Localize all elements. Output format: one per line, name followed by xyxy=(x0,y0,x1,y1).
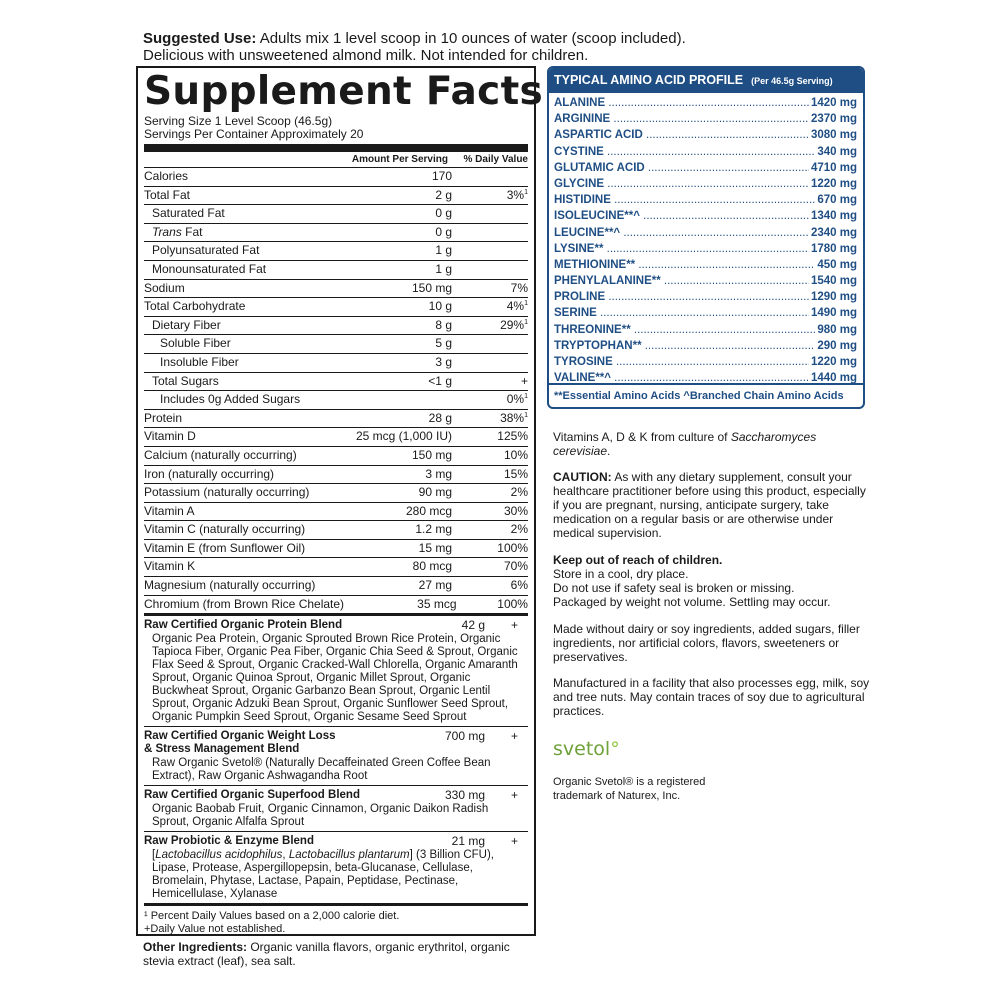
amino-name: HISTIDINE ..... xyxy=(554,192,815,208)
nutrient-row xyxy=(144,187,528,206)
amino-row xyxy=(554,241,857,257)
amino-title: TYPICAL AMINO ACID PROFILE xyxy=(554,73,744,87)
nutrient-row xyxy=(144,205,528,224)
suggested-use xyxy=(143,30,843,64)
nutrient-dv xyxy=(456,205,528,223)
nutrient-dv xyxy=(456,261,528,279)
nutrient-row xyxy=(144,428,528,447)
amino-value: 1290 mg xyxy=(810,291,857,304)
nutrient-name: Trans Fat xyxy=(152,224,203,239)
nutrient-dv-value: 4% xyxy=(506,299,525,314)
nutrient-name: Vitamin C (naturally occurring) xyxy=(144,522,306,537)
nutrient-dv-value: 100% xyxy=(497,596,528,611)
nutrient-row xyxy=(144,168,528,187)
nutrient-row xyxy=(144,484,528,503)
blend-table xyxy=(144,616,528,903)
nutrient-row xyxy=(144,298,528,317)
nutrient-dv xyxy=(456,391,528,409)
facts-column-header xyxy=(144,152,528,168)
nutrient-amount: 0 g xyxy=(435,224,452,239)
amino-row xyxy=(554,338,857,354)
nutrient-name: Vitamin D xyxy=(144,429,196,444)
vitamins-note-text: Vitamins A, D & K from culture of xyxy=(553,430,731,444)
nutrient-amount: 1 g xyxy=(435,261,452,276)
nutrient-dv xyxy=(456,187,528,205)
nutrient-row xyxy=(144,503,528,522)
caution-note xyxy=(553,470,873,540)
amino-row xyxy=(554,305,857,321)
footnote-marker: 1 xyxy=(524,318,528,326)
nutrient-name: Insoluble Fiber xyxy=(160,354,239,369)
nutrient-dv xyxy=(456,540,528,558)
nutrient-name: Calories xyxy=(144,169,189,183)
vitamins-note xyxy=(553,430,873,458)
nutrient-dv-value: 3% xyxy=(506,187,525,202)
probiotic-species: Lactobacillus plantarum xyxy=(288,849,410,862)
other-ingredients xyxy=(143,940,533,968)
footnote-not-established: +Daily Value not established. xyxy=(144,923,286,936)
svetol-logo xyxy=(553,738,620,760)
nutrient-dv-value: 70% xyxy=(503,559,528,574)
caution-text: As with any dietary supplement, consult your healthcare practitioner before using this product, especially if you are pregnant, nursing, anticipate surgery, take medication on a regular basis or are otherwise under medical supervision. xyxy=(553,470,866,540)
nutrient-amount: 2 g xyxy=(435,187,452,202)
nutrient-dv xyxy=(456,335,528,353)
amino-acid-profile-panel xyxy=(547,66,865,409)
nutrient-amount: 35 mcg xyxy=(417,596,457,611)
blend-name: Raw Certified Organic Protein Blend xyxy=(144,619,343,632)
amino-value: 1440 mg xyxy=(810,372,857,385)
nutrient-row xyxy=(144,540,528,559)
nutrient-amount xyxy=(332,391,456,409)
nutrient-amount: 15 mg xyxy=(418,540,452,555)
amino-row xyxy=(554,127,857,143)
nutrient-dv xyxy=(456,242,528,260)
nutrient-name: Saturated Fat xyxy=(152,206,225,221)
nutrient-name: Polyunsaturated Fat xyxy=(152,243,260,258)
blend-dv: + xyxy=(510,729,518,744)
nutrient-name: Monounsaturated Fat xyxy=(152,261,267,276)
blend-dv: + xyxy=(510,788,518,803)
nutrient-name: Dietary Fiber xyxy=(152,317,221,332)
amino-name: CYSTINE ..... xyxy=(554,144,815,160)
nutrient-amount: 80 mcg xyxy=(412,559,452,574)
probiotic-species: Lactobacillus acidophilus xyxy=(155,849,283,862)
blend-ingredients: Organic Pea Protein, Organic Sprouted Brown Rice Protein, Organic Tapioca Fiber, Organic Pea Fiber, Organic Chia Seed & Sprout, Organic Flax Seed & Sprout, Organic Cracked-Wall Chlorella, Organic Amaranth Sprout, Organic Quinoa Sprout, Organic Millet Sprout, Organic Buckwheat Sprout, Organic Garbanzo Bean Sprout, Organic Lentil Sprout, Organic Adzuki Bean Sprout, Organic Sunflower Seed Sprout, Organic Pumpkin Seed Sprout, Organic Sesame Seed Sprout xyxy=(144,633,528,727)
nutrient-dv-value: 30% xyxy=(503,503,528,518)
nutrient-row xyxy=(144,596,528,614)
blend-ingredients: Raw Organic Svetol® (Naturally Decaffeinated Green Coffee Bean Extract), Raw Organic Ashwagandha Root xyxy=(144,757,528,786)
nutrient-amount: 27 mg xyxy=(418,578,452,593)
nutrient-name: Vitamin K xyxy=(144,559,196,574)
nutrient-amount: 25 mcg (1,000 IU) xyxy=(355,429,452,444)
amino-per-serving: (Per 46.5g Serving) xyxy=(751,76,833,86)
caution-label: CAUTION: xyxy=(553,470,612,484)
amino-row xyxy=(554,257,857,273)
nutrient-table xyxy=(144,168,528,613)
amino-value: 4710 mg xyxy=(810,161,857,174)
blend-name: Raw Certified Organic Superfood Blend xyxy=(144,789,360,802)
amino-name: METHIONINE** ..... xyxy=(554,257,815,273)
nutrient-dv xyxy=(456,373,528,391)
nutrient-name: Soluble Fiber xyxy=(160,336,231,351)
nutrient-dv-value: 29% xyxy=(500,317,525,332)
amino-name: VALINE**^ ..... xyxy=(554,370,809,386)
amino-value: 2370 mg xyxy=(810,113,857,126)
nutrient-row xyxy=(144,410,528,429)
serving-size: Serving Size 1 Level Scoop (46.5g) xyxy=(144,114,333,128)
nutrient-dv-value: 10% xyxy=(503,447,528,462)
amino-name: ARGININE ..... xyxy=(554,111,809,127)
footnote-marker: 1 xyxy=(524,300,528,308)
vitamins-note-end: . xyxy=(607,444,611,458)
nutrient-dv xyxy=(456,521,528,539)
nutrient-amount: 5 g xyxy=(435,336,452,351)
facility-note: Manufactured in a facility that also processes egg, milk, soy and tree nuts. May contain traces of soy due to agricultural practices. xyxy=(553,676,870,718)
footnote-dv: ¹ Percent Daily Values based on a 2,000 calorie diet. xyxy=(144,910,400,923)
nutrient-dv xyxy=(456,354,528,372)
other-ingredients-label: Other Ingredients: xyxy=(143,940,248,954)
amino-row xyxy=(554,111,857,127)
nutrient-amount: 28 g xyxy=(428,410,452,425)
nutrient-name: Total Carbohydrate xyxy=(144,299,246,314)
amino-value: 1220 mg xyxy=(810,177,857,190)
amino-name: PROLINE ..... xyxy=(554,289,809,305)
nutrient-name: Magnesium (naturally occurring) xyxy=(144,578,316,593)
amino-name: ALANINE ..... xyxy=(554,95,809,111)
nutrient-dv xyxy=(461,596,528,614)
amino-value: 1780 mg xyxy=(810,242,857,255)
amino-value: 980 mg xyxy=(817,323,857,336)
blend-dv: + xyxy=(510,618,518,633)
amino-row xyxy=(554,160,857,176)
nutrient-row xyxy=(144,373,528,392)
amino-name: ASPARTIC ACID ..... xyxy=(554,127,809,143)
nutrient-amount: 170 xyxy=(431,169,452,183)
nutrient-dv xyxy=(456,466,528,484)
nutrient-row xyxy=(144,224,528,243)
nutrient-row xyxy=(144,261,528,280)
nutrient-row xyxy=(144,354,528,373)
nutrient-dv-value: 15% xyxy=(503,466,528,481)
nutrient-name: Vitamin A xyxy=(144,503,195,518)
nutrient-row xyxy=(144,521,528,540)
nutrient-row xyxy=(144,447,528,466)
amino-name: TYROSINE ..... xyxy=(554,354,809,370)
svetol-logo-mark: ° xyxy=(610,738,620,760)
nutrient-dv-value: + xyxy=(520,373,528,388)
nutrient-dv-value: 0% xyxy=(506,392,525,407)
nutrient-name: Total Fat xyxy=(144,187,191,202)
amino-row xyxy=(554,354,857,370)
divider-thick xyxy=(144,144,528,152)
nutrient-amount: 150 mg xyxy=(411,447,452,462)
nutrient-dv-value: 7% xyxy=(510,280,528,295)
blend-dv: + xyxy=(510,834,518,849)
nutrient-amount: 1.2 mg xyxy=(415,522,452,537)
amino-list xyxy=(549,93,863,386)
blend-amount: 42 g xyxy=(461,618,485,633)
seal-note: Do not use if safety seal is broken or missing. xyxy=(553,581,795,595)
nutrient-dv-value: 6% xyxy=(510,578,528,593)
blend-name: Raw Probiotic & Enzyme Blend xyxy=(144,835,314,848)
packaged-note: Packaged by weight not volume. Settling may occur. xyxy=(553,595,831,609)
amino-name: LEUCINE**^ ..... xyxy=(554,225,809,241)
footnote-marker: 1 xyxy=(524,393,528,401)
footnote-marker: 1 xyxy=(524,411,528,419)
nutrient-amount: 10 g xyxy=(428,299,452,314)
amount-per-serving-header: Amount Per Serving xyxy=(351,154,448,165)
nutrient-name: Protein xyxy=(144,410,183,425)
nutrient-dv xyxy=(456,428,528,446)
nutrient-row xyxy=(144,577,528,596)
nutrient-dv xyxy=(456,484,528,502)
blend-amount: 21 mg xyxy=(451,834,485,849)
blend-amount: 700 mg xyxy=(444,729,485,744)
amino-value: 670 mg xyxy=(817,194,857,207)
nutrient-name: Vitamin E (from Sunflower Oil) xyxy=(144,540,306,555)
blend-amount: 330 mg xyxy=(444,788,485,803)
amino-value: 1540 mg xyxy=(810,275,857,288)
amino-value: 3080 mg xyxy=(810,129,857,142)
nutrient-dv-value: 2% xyxy=(510,522,528,537)
nutrient-dv xyxy=(456,577,528,595)
nutrient-row xyxy=(144,466,528,485)
nutrient-name: Sodium xyxy=(144,280,185,295)
nutrient-name: Total Sugars xyxy=(152,373,219,388)
blend-name: Raw Certified Organic Weight Loss & Stress Management Blend xyxy=(144,730,336,756)
nutrient-dv xyxy=(456,447,528,465)
svetol-logo-text: svetol xyxy=(553,738,611,760)
nutrient-amount: <1 g xyxy=(428,373,452,388)
amino-value: 1220 mg xyxy=(810,356,857,368)
suggested-use-line1: Adults mix 1 level scoop in 10 ounces of water (scoop included). xyxy=(256,30,686,47)
nutrient-dv xyxy=(456,280,528,298)
nutrient-dv xyxy=(456,317,528,335)
amino-row xyxy=(554,289,857,305)
amino-value: 340 mg xyxy=(817,145,857,158)
suggested-use-label: Suggested Use: xyxy=(143,30,257,47)
facts-title: Supplement Facts xyxy=(144,69,544,114)
daily-value-header: % Daily Value xyxy=(463,154,528,165)
amino-value: 2340 mg xyxy=(810,226,857,239)
amino-row xyxy=(554,95,857,111)
vitamins-species: Saccharomyces cerevisiae xyxy=(553,430,817,458)
nutrient-row xyxy=(144,280,528,299)
nutrient-dv-value: 2% xyxy=(510,485,528,500)
amino-name: LYSINE** ..... xyxy=(554,241,809,257)
nutrient-amount: 150 mg xyxy=(411,280,452,295)
amino-row xyxy=(554,208,857,224)
amino-row xyxy=(554,225,857,241)
nutrient-row xyxy=(144,558,528,577)
nutrient-row xyxy=(144,391,528,410)
nutrient-amount: 8 g xyxy=(435,317,452,332)
nutrient-amount: 1 g xyxy=(435,243,452,258)
footnote-marker: 1 xyxy=(524,188,528,196)
amino-name: GLYCINE ..... xyxy=(554,176,809,192)
blend-ingredients: [Lactobacillus acidophilus, Lactobacillus plantarum] (3 Billion CFU), Lipase, Protease, Aspergillopepsin, beta-Glucanase, Cellulase, Bromelain, Phytase, Lactase, Papain, Peptidase, Pectinase, Hemicellulase, Xylanase xyxy=(152,849,494,901)
nutrient-dv xyxy=(456,410,528,428)
trans-italic: Trans xyxy=(152,224,182,239)
nutrient-row xyxy=(144,335,528,354)
nutrient-name: Includes 0g Added Sugars xyxy=(160,392,301,407)
amino-name: GLUTAMIC ACID ..... xyxy=(554,160,809,176)
nutrient-name: Calcium (naturally occurring) xyxy=(144,447,297,462)
blend-header xyxy=(144,616,528,633)
nutrient-name: Iron (naturally occurring) xyxy=(144,466,275,481)
nutrient-amount: 0 g xyxy=(435,206,452,221)
nutrient-amount: 280 mcg xyxy=(405,503,452,518)
amino-row xyxy=(554,192,857,208)
svetol-trademark-note: Organic Svetol® is a registered trademark of Naturex, Inc. xyxy=(553,776,706,802)
storage-note xyxy=(553,553,873,609)
amino-name: PHENYLALANINE** ..... xyxy=(554,273,809,289)
amino-header xyxy=(549,68,863,93)
servings-per-container: Servings Per Container Approximately 20 xyxy=(144,127,364,141)
nutrient-name: Potassium (naturally occurring) xyxy=(144,485,310,500)
nutrient-dv xyxy=(456,558,528,576)
nutrient-dv-value: 125% xyxy=(497,429,528,444)
blend-header xyxy=(144,832,528,849)
made-without-note: Made without dairy or soy ingredients, added sugars, filler ingredients, nor artificial colors, flavors, sweeteners or preservatives. xyxy=(553,622,860,664)
nutrient-amount: 3 mg xyxy=(425,466,452,481)
blend-header xyxy=(144,786,528,803)
amino-row xyxy=(554,176,857,192)
nutrient-row xyxy=(144,317,528,336)
nutrient-dv-value: 38% xyxy=(500,410,525,425)
nutrient-dv xyxy=(456,224,528,242)
blend-header xyxy=(144,727,528,757)
amino-value: 1490 mg xyxy=(810,307,857,320)
supplement-facts-panel xyxy=(136,66,544,936)
nutrient-dv xyxy=(456,298,528,316)
amino-name: TRYPTOPHAN** ..... xyxy=(554,338,815,354)
amino-value: 1420 mg xyxy=(810,97,857,109)
amino-value: 290 mg xyxy=(817,339,857,352)
blend-ingredients: Organic Baobab Fruit, Organic Cinnamon, Organic Daikon Radish Sprout, Organic Alfalfa Sprout xyxy=(144,803,528,832)
suggested-use-line2: Delicious with unsweetened almond milk. Not intended for children. xyxy=(143,47,589,64)
amino-name: SERINE ..... xyxy=(554,305,809,321)
store-note: Store in a cool, dry place. xyxy=(553,567,689,581)
amino-row xyxy=(554,322,857,338)
amino-name: THREONINE** ..... xyxy=(554,322,815,338)
nutrient-dv-value: 100% xyxy=(497,540,528,555)
amino-row xyxy=(554,144,857,160)
amino-row xyxy=(554,273,857,289)
nutrient-amount: 90 mg xyxy=(418,485,452,500)
nutrient-dv xyxy=(456,168,528,186)
other-ingredients-text: Organic vanilla flavors, organic erythritol, organic stevia extract (leaf), sea salt. xyxy=(143,940,510,968)
amino-value: 450 mg xyxy=(817,258,857,271)
nutrient-row xyxy=(144,242,528,261)
amino-name: ISOLEUCINE**^ ..... xyxy=(554,208,809,224)
amino-footer: **Essential Amino Acids ^Branched Chain Amino Acids xyxy=(549,383,863,407)
nutrient-amount: 3 g xyxy=(435,354,452,369)
nutrient-dv xyxy=(456,503,528,521)
keep-out-of-reach: Keep out of reach of children. xyxy=(553,553,723,567)
amino-value: 1340 mg xyxy=(810,210,857,223)
nutrient-name: Chromium (from Brown Rice Chelate) xyxy=(144,596,345,611)
